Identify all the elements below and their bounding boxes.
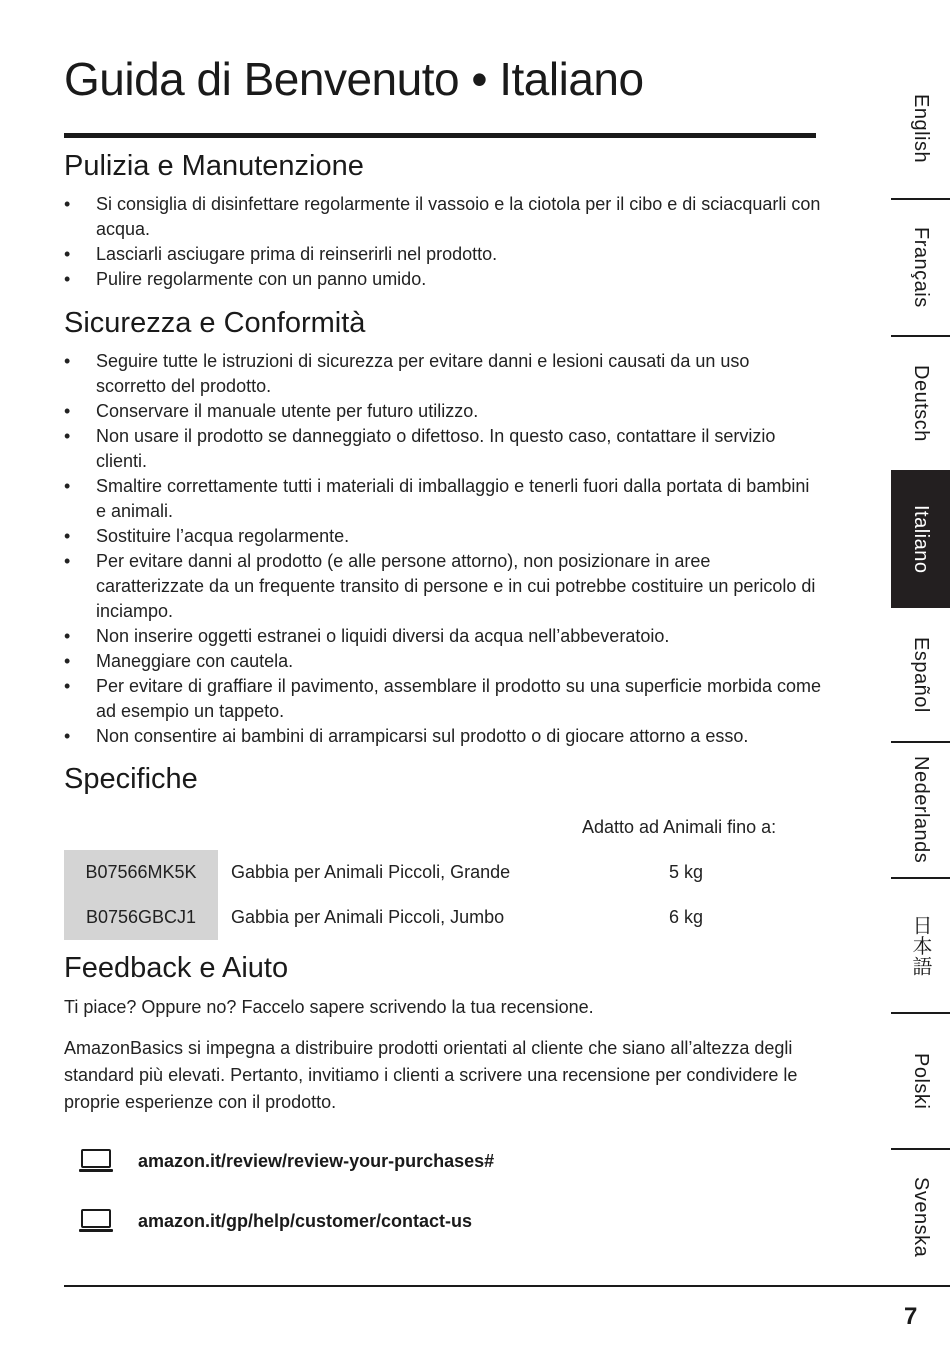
list-item: • Lasciarli asciugare prima di reinserirli nel prodotto. <box>64 242 822 267</box>
safety-list <box>64 349 822 749</box>
specs-heading: Specifiche <box>64 763 198 795</box>
feedback-heading: Feedback e Aiuto <box>64 952 289 984</box>
list-item: • Maneggiare con cautela. <box>64 649 822 674</box>
tab-label: English <box>910 94 932 164</box>
tab-label: Italiano <box>910 504 932 574</box>
list-item: • Pulire regolarmente con un panno umido. <box>64 267 822 292</box>
list-item: • Conservare il manuale utente per futuro utilizzo. <box>64 399 822 424</box>
list-item: • Sostituire l’acqua regolarmente. <box>64 524 822 549</box>
footer-divider <box>64 1285 950 1287</box>
cleaning-list <box>64 192 822 292</box>
tab-italiano[interactable] <box>891 470 950 608</box>
tab-label: Español <box>910 636 932 713</box>
safety-heading: Sicurezza e Conformità <box>64 307 366 339</box>
review-link-row[interactable] <box>78 1146 494 1176</box>
tab-label: Deutsch <box>910 365 932 442</box>
tab-espanol[interactable] <box>891 608 950 741</box>
product-description: Gabbia per Animali Piccoli, Jumbo <box>231 907 505 927</box>
feedback-body: AmazonBasics si impegna a distribuire prodotti orientati al cliente che siano all’altezza degli standard più elevati. Pertanto, invitiamo i clienti a scrivere una recensione per condividere le proprie esperienze con il prodotto. <box>64 1038 798 1112</box>
page-title: Guida di Benvenuto • Italiano <box>64 53 644 105</box>
list-item: • Non inserire oggetti estranei o liquidi diversi da acqua nell’abbeveratoio. <box>64 624 822 649</box>
table-row <box>64 895 789 940</box>
laptop-icon <box>78 1208 114 1234</box>
tab-francais[interactable] <box>891 200 950 335</box>
page-number: 7 <box>904 1303 918 1330</box>
tab-english[interactable] <box>891 60 950 198</box>
tab-nederlands[interactable] <box>891 743 950 877</box>
contact-link-row[interactable] <box>78 1206 472 1236</box>
specs-table <box>64 850 789 940</box>
tab-svenska[interactable] <box>891 1150 950 1284</box>
tab-label: Français <box>910 227 932 308</box>
feedback-intro: Ti piace? Oppure no? Faccelo sapere scrivendo la tua recensione. <box>64 997 594 1017</box>
list-item: • Per evitare danni al prodotto (e alle persone attorno), non posizionare in aree caratterizzate da un frequente transito di persone e in cui potrebbe costituire un pericolo di inciampo. <box>64 549 822 624</box>
tab-polski[interactable] <box>891 1014 950 1148</box>
title-divider <box>64 133 816 138</box>
tab-label: 日本語 <box>909 914 931 977</box>
tab-deutsch[interactable] <box>891 337 950 470</box>
list-item: • Non consentire ai bambini di arrampicarsi sul prodotto o di giocare attorno a esso. <box>64 724 822 749</box>
product-code: B07566MK5K <box>64 850 218 895</box>
tab-label: Polski <box>910 1052 932 1110</box>
list-item: • Si consiglia di disinfettare regolarmente il vassoio e la ciotola per il cibo e di sciacquarli con acqua. <box>64 192 822 242</box>
list-item: • Smaltire correttamente tutti i materiali di imballaggio e tenerli fuori dalla portata di bambini e animali. <box>64 474 822 524</box>
product-code: B0756GBCJ1 <box>64 895 218 940</box>
tab-label: Nederlands <box>910 756 932 864</box>
product-description: Gabbia per Animali Piccoli, Grande <box>231 862 511 882</box>
specs-column-caption: Adatto ad Animali fino a: <box>582 817 777 837</box>
laptop-icon <box>78 1148 114 1174</box>
review-link[interactable]: amazon.it/review/review-your-purchases# <box>138 1150 495 1171</box>
product-weight: 6 kg <box>669 907 704 927</box>
product-weight: 5 kg <box>669 862 704 882</box>
cleaning-heading: Pulizia e Manutenzione <box>64 150 364 182</box>
table-row <box>64 850 789 895</box>
tab-japanese[interactable] <box>891 879 950 1012</box>
tab-label: Svenska <box>910 1176 932 1258</box>
list-item: • Per evitare di graffiare il pavimento, assemblare il prodotto su una superficie morbida come ad esempio un tappeto. <box>64 674 822 724</box>
list-item: • Non usare il prodotto se danneggiato o difettoso. In questo caso, contattare il servizio clienti. <box>64 424 822 474</box>
list-item: • Seguire tutte le istruzioni di sicurezza per evitare danni e lesioni causati da un uso scorretto del prodotto. <box>64 349 822 399</box>
contact-link[interactable]: amazon.it/gp/help/customer/contact-us <box>138 1210 473 1231</box>
